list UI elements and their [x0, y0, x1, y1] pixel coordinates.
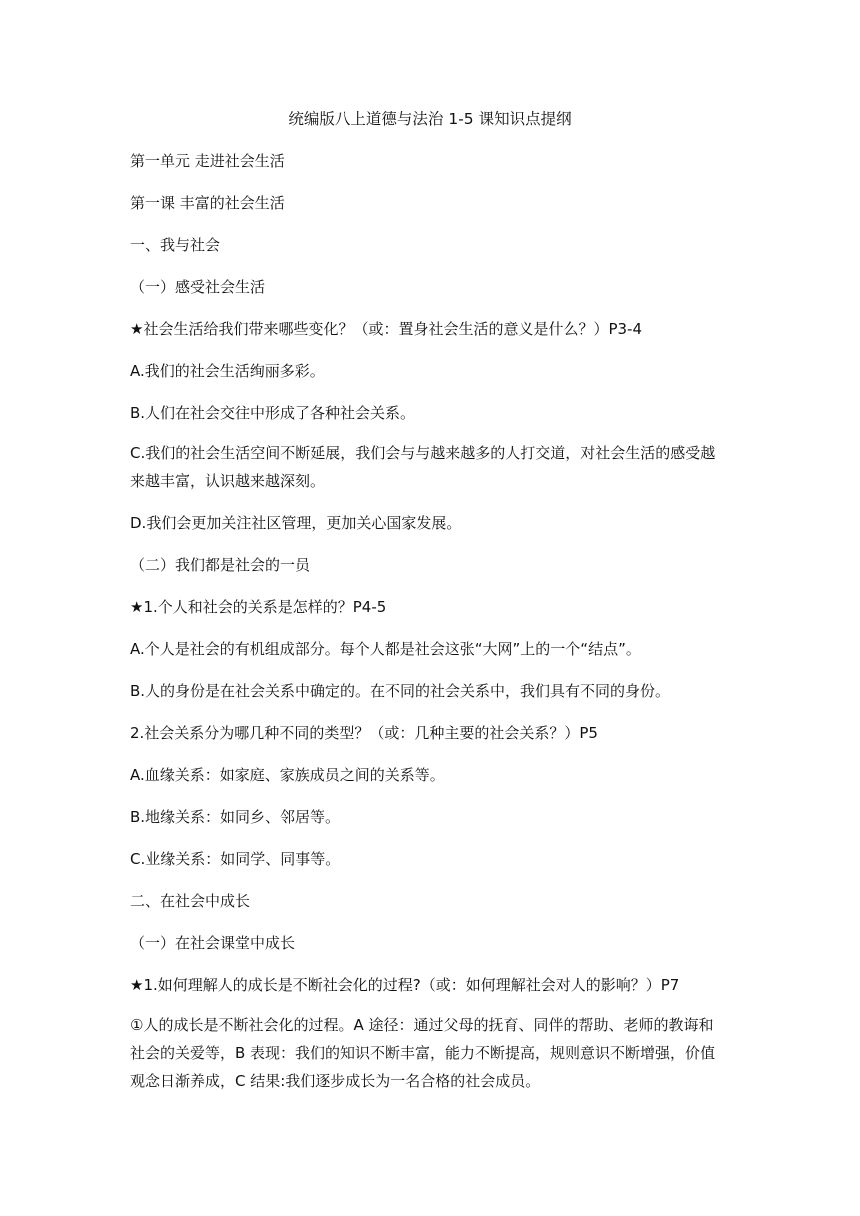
question-line: ★1.如何理解人的成长是不断社会化的过程?（或：如何理解社会对人的影响？）P7	[130, 976, 680, 994]
question-line: 2.社会关系分为哪几种不同的类型？（或：几种主要的社会关系？）P5	[130, 724, 598, 742]
answer-line: A.个人是社会的有机组成部分。每个人都是社会这张“大网”上的一个“结点”。	[130, 640, 641, 658]
answer-line: B.人的身份是在社会关系中确定的。在不同的社会关系中，我们具有不同的身份。	[130, 682, 671, 700]
section-heading: 二、在社会中成长	[130, 892, 251, 910]
section-heading: 一、我与社会	[130, 236, 221, 254]
answer-line: A.我们的社会生活绚丽多彩。	[130, 362, 325, 380]
unit-heading: 第一单元 走进社会生活	[130, 152, 285, 170]
answer-line: A.血缘关系：如家庭、家族成员之间的关系等。	[130, 766, 445, 784]
lesson-heading: 第一课 丰富的社会生活	[130, 194, 285, 212]
answer-line: B.人们在社会交往中形成了各种社会关系。	[130, 404, 416, 422]
answer-line: C.业缘关系：如同学、同事等。	[130, 850, 341, 868]
answer-paragraph: ①人的成长是不断社会化的过程。A 途径：通过父母的抚育、同伴的帮助、老师的教诲和社会的关爱等，B 表现：我们的知识不断丰富，能力不断提高，规则意识不断增强，价值观念日渐养成，C 结果:我们逐步成长为一名合格的社会成员。	[130, 1016, 716, 1090]
answer-paragraph: C.我们的社会生活空间不断延展，我们会与与越来越多的人打交道，对社会生活的感受越来越丰富，认识越来越深刻。	[130, 444, 716, 490]
answer-line: D.我们会更加关注社区管理，更加关心国家发展。	[130, 514, 462, 532]
question-line: ★社会生活给我们带来哪些变化？（或：置身社会生活的意义是什么？）P3-4	[130, 320, 642, 338]
subsection-heading: （一）在社会课堂中成长	[130, 934, 296, 952]
question-line: ★1.个人和社会的关系是怎样的？P4-5	[130, 598, 387, 616]
answer-line: B.地缘关系：如同乡、邻居等。	[130, 808, 341, 826]
document-title: 统编版八上道德与法治 1-5 课知识点提纲	[288, 110, 572, 128]
subsection-heading: （二）我们都是社会的一员	[130, 556, 311, 574]
subsection-heading: （一）感受社会生活	[130, 278, 266, 296]
